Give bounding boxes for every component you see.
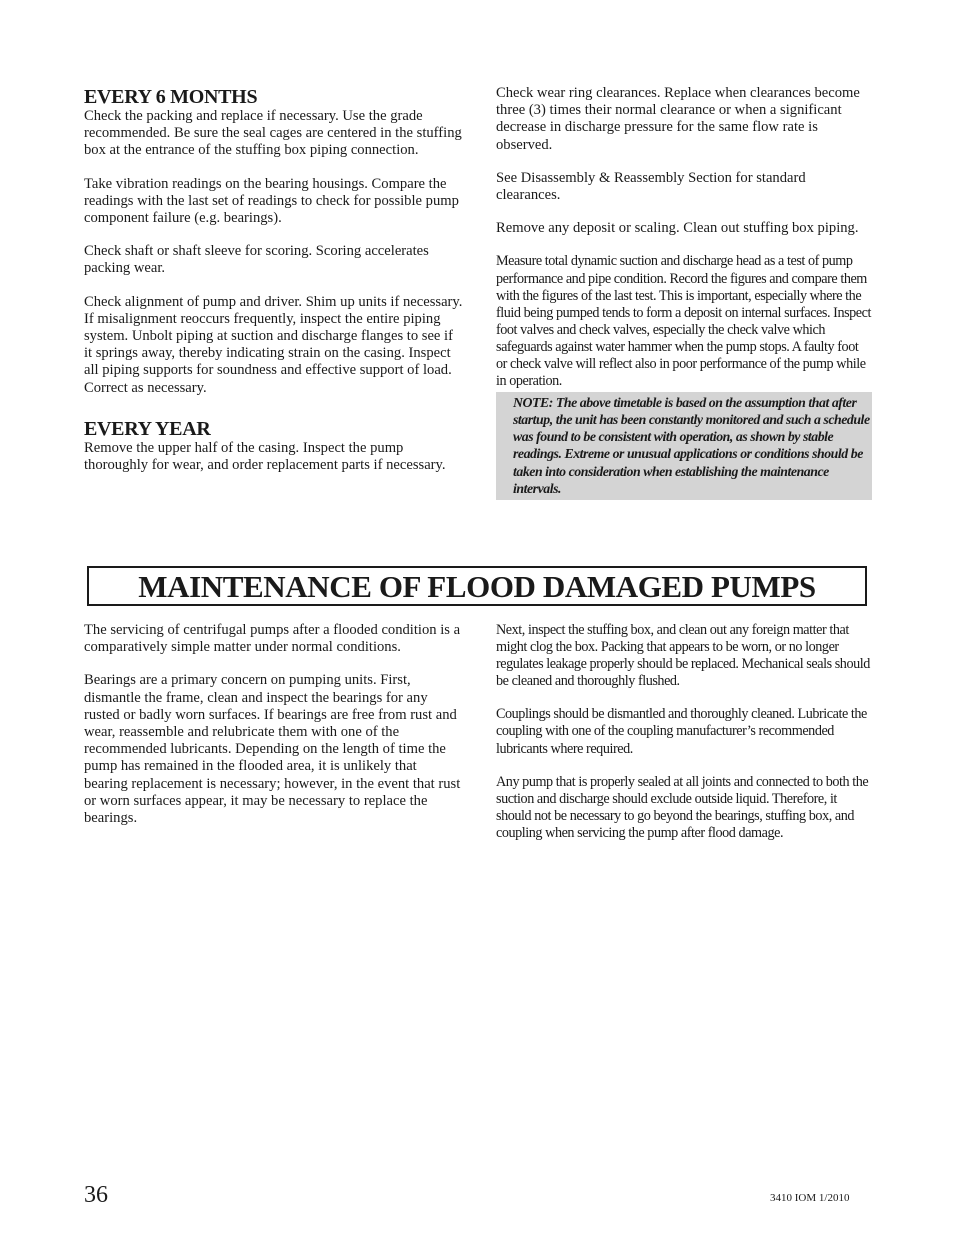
paragraph-servicing: The servicing of centrifugal pumps after a flooded condition is a comparatively simple matter under normal conditions. — [84, 622, 461, 656]
document-id: 3410 IOM 1/2010 — [770, 1192, 850, 1204]
paragraph-couplings: Couplings should be dismantled and thoroughly cleaned. Lubricate the coupling with one of the coupling manufacturer’s recommended lubricants where required. — [496, 706, 867, 757]
right-column-top — [496, 85, 872, 500]
paragraph-vibration: Take vibration readings on the bearing housings. Compare the readings with the last set of readings to check for possible pump component failure (e.g. bearings). — [84, 175, 459, 227]
note-box: NOTE: The above timetable is based on the assumption that after startup, the unit has been constantly monitored and such a schedule was found to be consistent with operation, as shown by stable readings. Extreme or unusual applications or conditions should be taken into consideration when establishing the maintenance intervals. — [496, 392, 872, 500]
page-number: 36 — [84, 1182, 108, 1208]
section-banner — [87, 566, 867, 606]
left-column-top — [84, 86, 464, 490]
right-column-bottom — [496, 622, 872, 858]
paragraph-deposit: Remove any deposit or scaling. Clean out stuffing box piping. — [496, 220, 859, 237]
left-column-bottom — [84, 622, 464, 843]
paragraph-packing: Check the packing and replace if necessary. Use the grade recommended. Be sure the seal cages are centered in the stuffing box at the entrance of the stuffing box piping connection. — [84, 108, 462, 159]
heading-every-6-months: EVERY 6 MONTHS — [84, 86, 258, 108]
paragraph-dynamic-head: Measure total dynamic suction and discharge head as a test of pump performance and pipe condition. Record the figures and compare them with the figures of the last test. This is important, especially where the fluid being pumped tends to form a deposit on internal surfaces. Inspect foot valves and check valves, especially the check valve which safeguards against water hammer when the pump stops. A faulty foot or check valve will reflect also in poor performance of the pump while in operation. — [496, 253, 871, 390]
heading-every-year: EVERY YEAR — [84, 417, 211, 440]
paragraph-stuffing-box: Next, inspect the stuffing box, and clean out any foreign matter that might clog the box. Packing that appears to be worn, or no longer regulates leakage properly should be replaced. Mechanical seals should be cleaned and thoroughly flushed. — [496, 622, 870, 690]
paragraph-clearances: See Disassembly & Reassembly Section for standard clearances. — [496, 169, 806, 204]
paragraph-casing: Remove the upper half of the casing. Inspect the pump thoroughly for wear, and order replacement parts if necessary. — [84, 439, 446, 474]
paragraph-sealed-pump: Any pump that is properly sealed at all joints and connected to both the suction and discharge should exclude outside liquid. Therefore, it should not be necessary to go beyond the bearings, stuffing box, and coupling when servicing the pump after flood damage. — [496, 773, 869, 841]
paragraph-alignment: Check alignment of pump and driver. Shim up units if necessary. If misalignment reoccurs frequently, inspect the entire piping system. Unbolt piping at suction and discharge flanges to see if it springs away, thereby indicating strain on the casing. Inspect all piping supports for soundness and effective support of load. Correct as necessary. — [84, 293, 463, 396]
paragraph-shaft: Check shaft or shaft sleeve for scoring. Scoring accelerates packing wear. — [84, 243, 429, 277]
section-title: MAINTENANCE OF FLOOD DAMAGED PUMPS — [138, 569, 816, 604]
paragraph-wear-ring: Check wear ring clearances. Replace when clearances become three (3) times their normal clearance or when a significant decrease in discharge pressure for the same flow rate is observed. — [496, 85, 860, 153]
paragraph-bearings: Bearings are a primary concern on pumping units. First, dismantle the frame, clean and inspect the bearings for any rusted or badly worn surfaces. If bearings are free from rust and wear, reassemble and relubricate them with one of the recommended lubricants. Depending on the length of time the pump has remained in the flooded area, it is unlikely that bearing replacement is necessary; however, in the event that rust or worn surfaces appear, it may be necessary to replace the bearings. — [84, 672, 461, 827]
